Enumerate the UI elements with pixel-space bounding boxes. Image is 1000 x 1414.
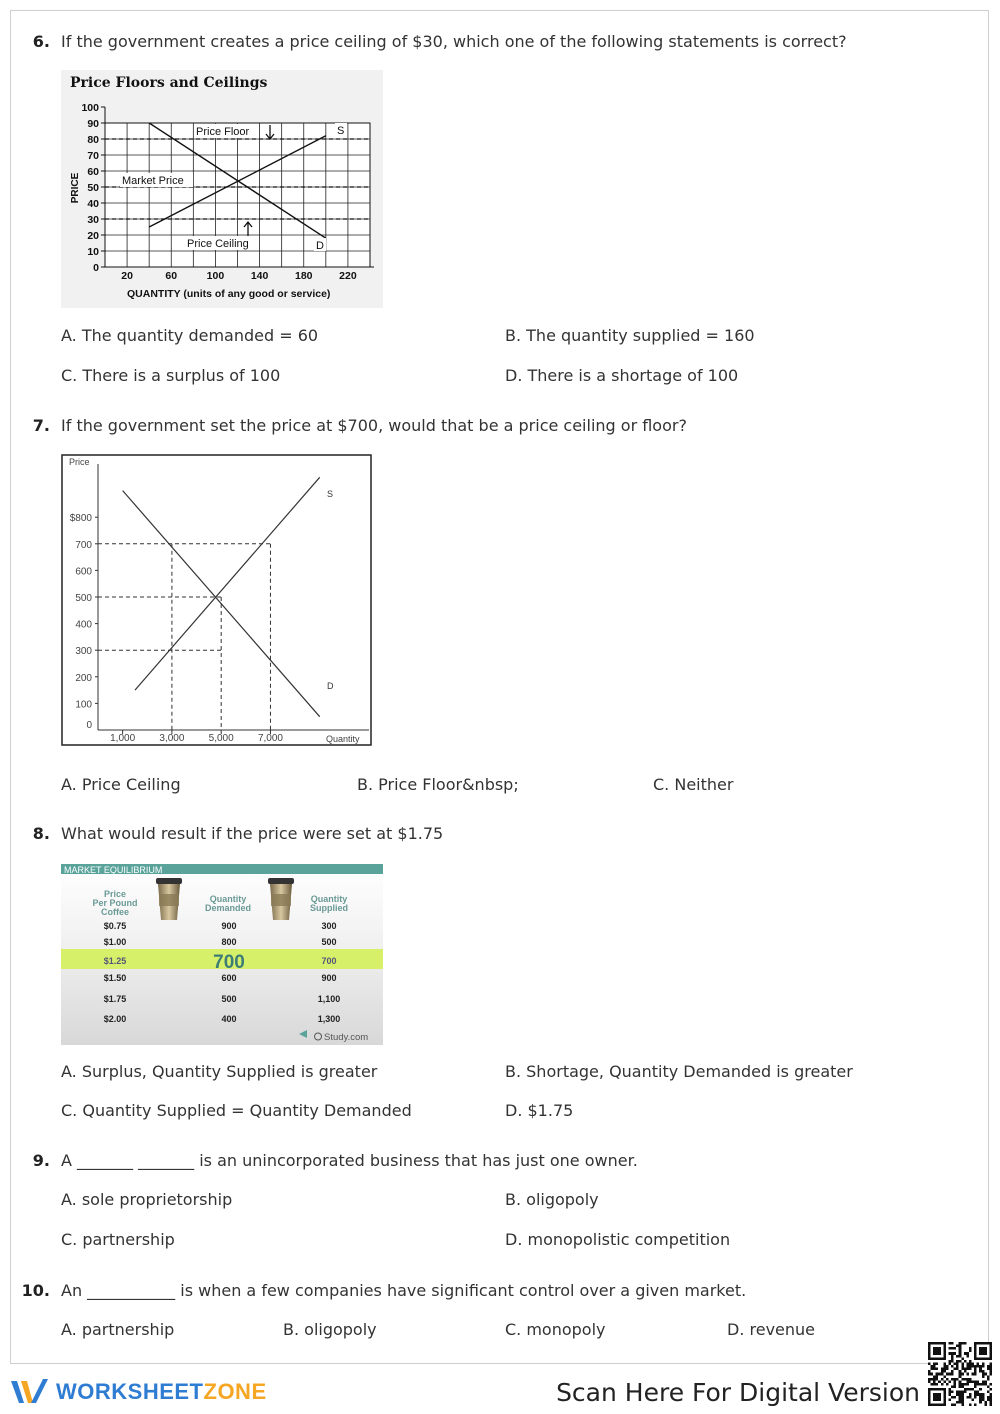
- table-credit: Study.com: [324, 1032, 369, 1043]
- question-9-option-c[interactable]: C. partnership: [61, 1230, 175, 1249]
- scan-here-text: Scan Here For Digital Version: [556, 1378, 920, 1407]
- row-quantity-supplied: 900: [321, 973, 337, 983]
- qr-code-icon[interactable]: [928, 1342, 992, 1406]
- question-7-number: 7.: [32, 416, 50, 435]
- y-tick-label: 200: [75, 672, 92, 684]
- question-6-option-c[interactable]: C. There is a surplus of 100: [61, 366, 281, 385]
- x-tick-label: 220: [339, 270, 357, 282]
- price-700-chart: [61, 454, 372, 746]
- table-header-supplied-2: Supplied: [310, 903, 348, 913]
- x-tick-label: 140: [250, 270, 269, 282]
- question-9-number: 9.: [32, 1151, 50, 1170]
- table-banner-text: MARKET EQUILIBRIUM: [64, 865, 163, 875]
- row-quantity-demanded: 600: [221, 973, 237, 983]
- y-tick-label: 700: [75, 539, 92, 551]
- chart-7-supply-label: S: [327, 489, 334, 499]
- x-tick-label: 1,000: [110, 733, 136, 744]
- y-tick-label: 70: [87, 150, 99, 162]
- y-tick-label: 90: [87, 118, 99, 130]
- question-10-number: 10.: [21, 1281, 50, 1300]
- x-tick-label: 3,000: [159, 733, 185, 744]
- question-7-option-c[interactable]: C. Neither: [653, 775, 734, 794]
- row-quantity-supplied: 500: [321, 937, 337, 947]
- y-tick-label: 100: [81, 102, 99, 114]
- question-8-text: What would result if the price were set at $1.75: [61, 824, 444, 843]
- supply-label: S: [337, 125, 345, 137]
- demand-label: D: [316, 240, 324, 252]
- y-tick-label: 300: [75, 646, 92, 658]
- row-quantity-demanded: 400: [221, 1014, 237, 1024]
- question-7-text: If the government set the price at $700, would that be a price ceiling or floor?: [61, 416, 687, 435]
- worksheetzone-logo-icon: [10, 1377, 50, 1407]
- table-header-price-1: Price: [103, 889, 127, 899]
- x-tick-label: 5,000: [208, 733, 234, 744]
- y-tick-label: 0: [86, 720, 92, 731]
- question-8-option-a[interactable]: A. Surplus, Quantity Supplied is greater: [61, 1062, 378, 1081]
- row-quantity-demanded: 800: [221, 937, 237, 947]
- question-9-option-b[interactable]: B. oligopoly: [505, 1190, 599, 1209]
- row-price: $1.00: [103, 937, 127, 947]
- y-tick-label: 500: [75, 593, 92, 604]
- table-header-supplied-1: Quantity: [310, 894, 348, 904]
- question-7-option-a[interactable]: A. Price Ceiling: [61, 775, 181, 794]
- table-header-demanded-2: Demanded: [204, 903, 252, 913]
- y-tick-label: 60: [87, 166, 99, 178]
- y-tick-label: 20: [87, 230, 99, 242]
- row-price: $1.75: [103, 994, 127, 1004]
- question-8-option-c[interactable]: C. Quantity Supplied = Quantity Demanded: [61, 1101, 412, 1120]
- x-tick-label: 20: [121, 270, 133, 282]
- row-price: $1.25: [103, 956, 127, 966]
- chart-7-ylabel: Price: [69, 457, 90, 467]
- row-quantity-supplied: 1,300: [317, 1014, 341, 1024]
- price-floor-label: Price Floor: [196, 126, 250, 138]
- question-8-number: 8.: [32, 824, 50, 843]
- y-tick-label: 50: [87, 182, 99, 194]
- x-tick-label: 60: [165, 270, 178, 282]
- question-6-option-d[interactable]: D. There is a shortage of 100: [505, 366, 739, 385]
- question-10-text: An ___________ is when a few companies have significant control over a given market.: [61, 1281, 747, 1300]
- brand-name: WORKSHEETZONE: [56, 1379, 267, 1404]
- y-tick-label: 80: [87, 134, 99, 146]
- x-tick-label: 180: [294, 270, 313, 282]
- question-6-option-a[interactable]: A. The quantity demanded = 60: [61, 326, 319, 345]
- y-tick-label: 10: [87, 246, 99, 258]
- question-10-option-a[interactable]: A. partnership: [61, 1320, 175, 1339]
- market-price-label: Market Price: [122, 175, 184, 187]
- table-header-price-3: Coffee: [100, 907, 130, 917]
- y-tick-label: 40: [87, 198, 99, 210]
- question-9-text: A _______ _______ is an unincorporated business that has just one owner.: [61, 1151, 638, 1170]
- chart-6-title: Price Floors and Ceilings: [70, 75, 268, 91]
- chart-7-demand-label: D: [327, 681, 334, 691]
- worksheetzone-logo[interactable]: [10, 1374, 267, 1410]
- table-header-demanded-1: Quantity: [209, 894, 247, 904]
- question-6-option-b[interactable]: B. The quantity supplied = 160: [505, 326, 755, 345]
- y-tick-label: 600: [75, 566, 92, 578]
- question-6-number: 6.: [32, 32, 50, 51]
- y-tick-label: 100: [75, 699, 92, 711]
- price-floors-ceilings-chart: [61, 70, 383, 308]
- row-price: $1.50: [103, 973, 127, 983]
- y-tick-label: 30: [87, 214, 99, 226]
- question-8-option-d[interactable]: D. $1.75: [505, 1101, 574, 1120]
- question-10-option-b[interactable]: B. oligopoly: [283, 1320, 377, 1339]
- chart-7-xlabel: Quantity: [326, 734, 360, 744]
- question-9-option-d[interactable]: D. monopolistic competition: [505, 1230, 731, 1249]
- row-quantity-demanded: 900: [221, 921, 237, 931]
- row-quantity-demanded: 500: [221, 994, 237, 1004]
- question-10-option-d[interactable]: D. revenue: [727, 1320, 815, 1339]
- question-9-option-a[interactable]: A. sole proprietorship: [61, 1190, 233, 1209]
- question-10-option-c[interactable]: C. monopoly: [505, 1320, 606, 1339]
- row-price: $0.75: [103, 921, 127, 931]
- row-price: $2.00: [103, 1014, 127, 1024]
- question-7-option-b[interactable]: B. Price Floor&nbsp;: [357, 775, 519, 794]
- x-tick-label: 100: [206, 270, 225, 282]
- row-quantity-supplied: 1,100: [317, 994, 341, 1004]
- y-tick-label: 0: [93, 262, 99, 274]
- y-tick-label: $800: [69, 513, 92, 525]
- chart-6-ylabel: PRICE: [70, 172, 81, 204]
- table-header-price-2: Per Pound: [92, 898, 138, 908]
- market-equilibrium-table: [61, 864, 383, 1045]
- chart-6-xlabel: QUANTITY (units of any good or service): [127, 288, 331, 300]
- row-quantity-supplied: 700: [321, 956, 337, 966]
- question-8-option-b[interactable]: B. Shortage, Quantity Demanded is greater: [505, 1062, 853, 1081]
- row-quantity-demanded: 700: [213, 952, 245, 973]
- y-tick-label: 400: [75, 619, 92, 631]
- price-ceiling-label: Price Ceiling: [187, 238, 249, 250]
- row-quantity-supplied: 300: [321, 921, 337, 931]
- question-6-text: If the government creates a price ceiling of $30, which one of the following statements is correct?: [61, 32, 847, 51]
- x-tick-label: 7,000: [257, 733, 283, 744]
